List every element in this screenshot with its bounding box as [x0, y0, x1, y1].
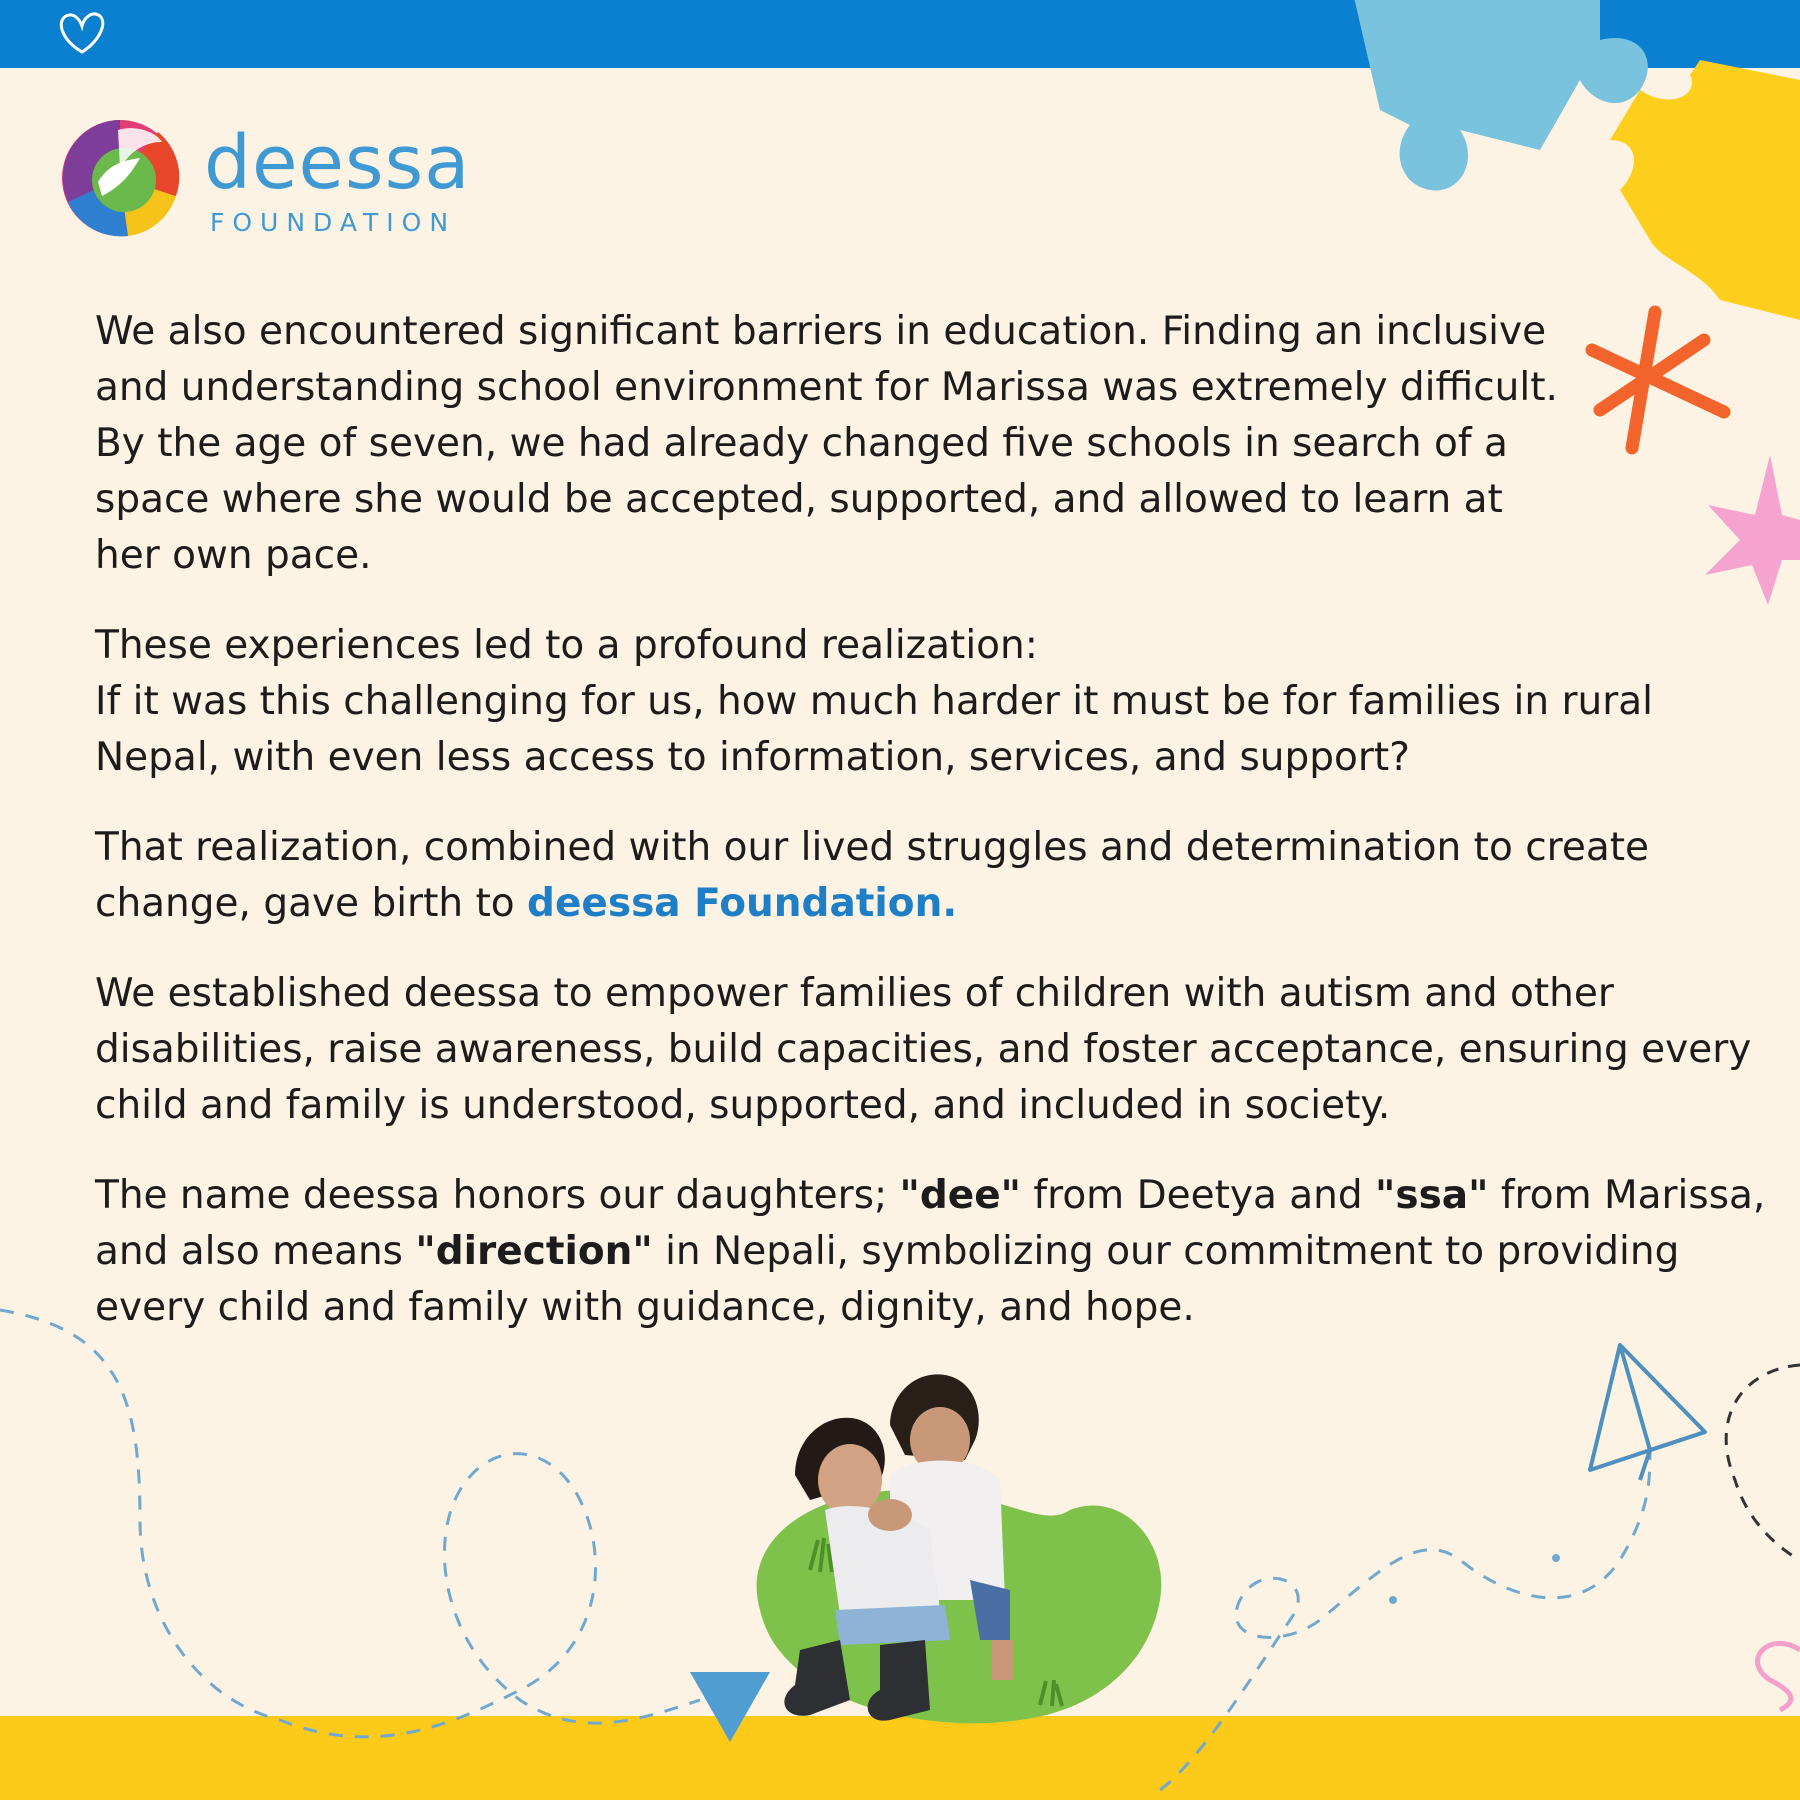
text-line: child and family is understood, supported, and included in society.	[95, 1083, 1391, 1128]
story-text	[95, 304, 1785, 1370]
text-segment: and also means	[95, 1229, 416, 1274]
text-line: every child and family with guidance, dignity, and hope.	[95, 1285, 1195, 1330]
text-line: If it was this challenging for us, how much harder it must be for families in rural	[95, 679, 1653, 724]
paragraph-name-meaning	[95, 1168, 1785, 1336]
foundation-name-highlight: deessa Foundation.	[527, 881, 958, 926]
text-line: These experiences led to a profound realization:	[95, 623, 1038, 668]
text-line: By the age of seven, we had already changed five schools in search of a	[95, 421, 1508, 466]
text-segment: from Marissa,	[1488, 1173, 1766, 1218]
dashed-path	[0, 1310, 700, 1737]
text-segment: in Nepali, symbolizing our commitment to providing	[652, 1229, 1680, 1274]
text-segment: change, gave birth to	[95, 881, 528, 926]
brand-logo	[58, 112, 488, 242]
paragraph-mission	[95, 966, 1785, 1134]
text-line	[95, 1168, 1785, 1224]
paragraph-birth	[95, 820, 1785, 932]
text-line: her own pace.	[95, 533, 372, 578]
text-bold-ssa: "ssa"	[1375, 1173, 1489, 1218]
text-bold-direction: "direction"	[415, 1229, 653, 1274]
logo-subtitle: FOUNDATION	[210, 208, 457, 237]
text-segment: The name deessa honors our daughters;	[95, 1173, 900, 1218]
text-line: We also encountered significant barriers in education. Finding an inclusive	[95, 309, 1547, 354]
text-segment: from Deetya and	[1021, 1173, 1376, 1218]
deessa-logo-mark	[58, 112, 184, 242]
text-line	[95, 876, 1785, 932]
text-line: and understanding school environment for Marissa was extremely difficult.	[95, 365, 1558, 410]
text-line: Nepal, with even less access to information, services, and support?	[95, 735, 1410, 780]
text-line: space where she would be accepted, supported, and allowed to learn at	[95, 477, 1503, 522]
paragraph-education	[95, 304, 1785, 584]
text-bold-dee: "dee"	[899, 1173, 1022, 1218]
paragraph-realization	[95, 618, 1785, 786]
children-photo	[740, 1340, 1180, 1740]
text-line: disabilities, raise awareness, build capacities, and foster acceptance, ensuring every	[95, 1027, 1752, 1072]
text-line: We established deessa to empower families of children with autism and other	[95, 971, 1614, 1016]
text-line: That realization, combined with our lived struggles and determination to create	[95, 825, 1650, 870]
top-bar	[0, 0, 1800, 68]
puzzle-piece-yellow	[1610, 60, 1800, 320]
logo-wordmark: deessa	[204, 120, 471, 206]
text-line	[95, 1224, 1785, 1280]
